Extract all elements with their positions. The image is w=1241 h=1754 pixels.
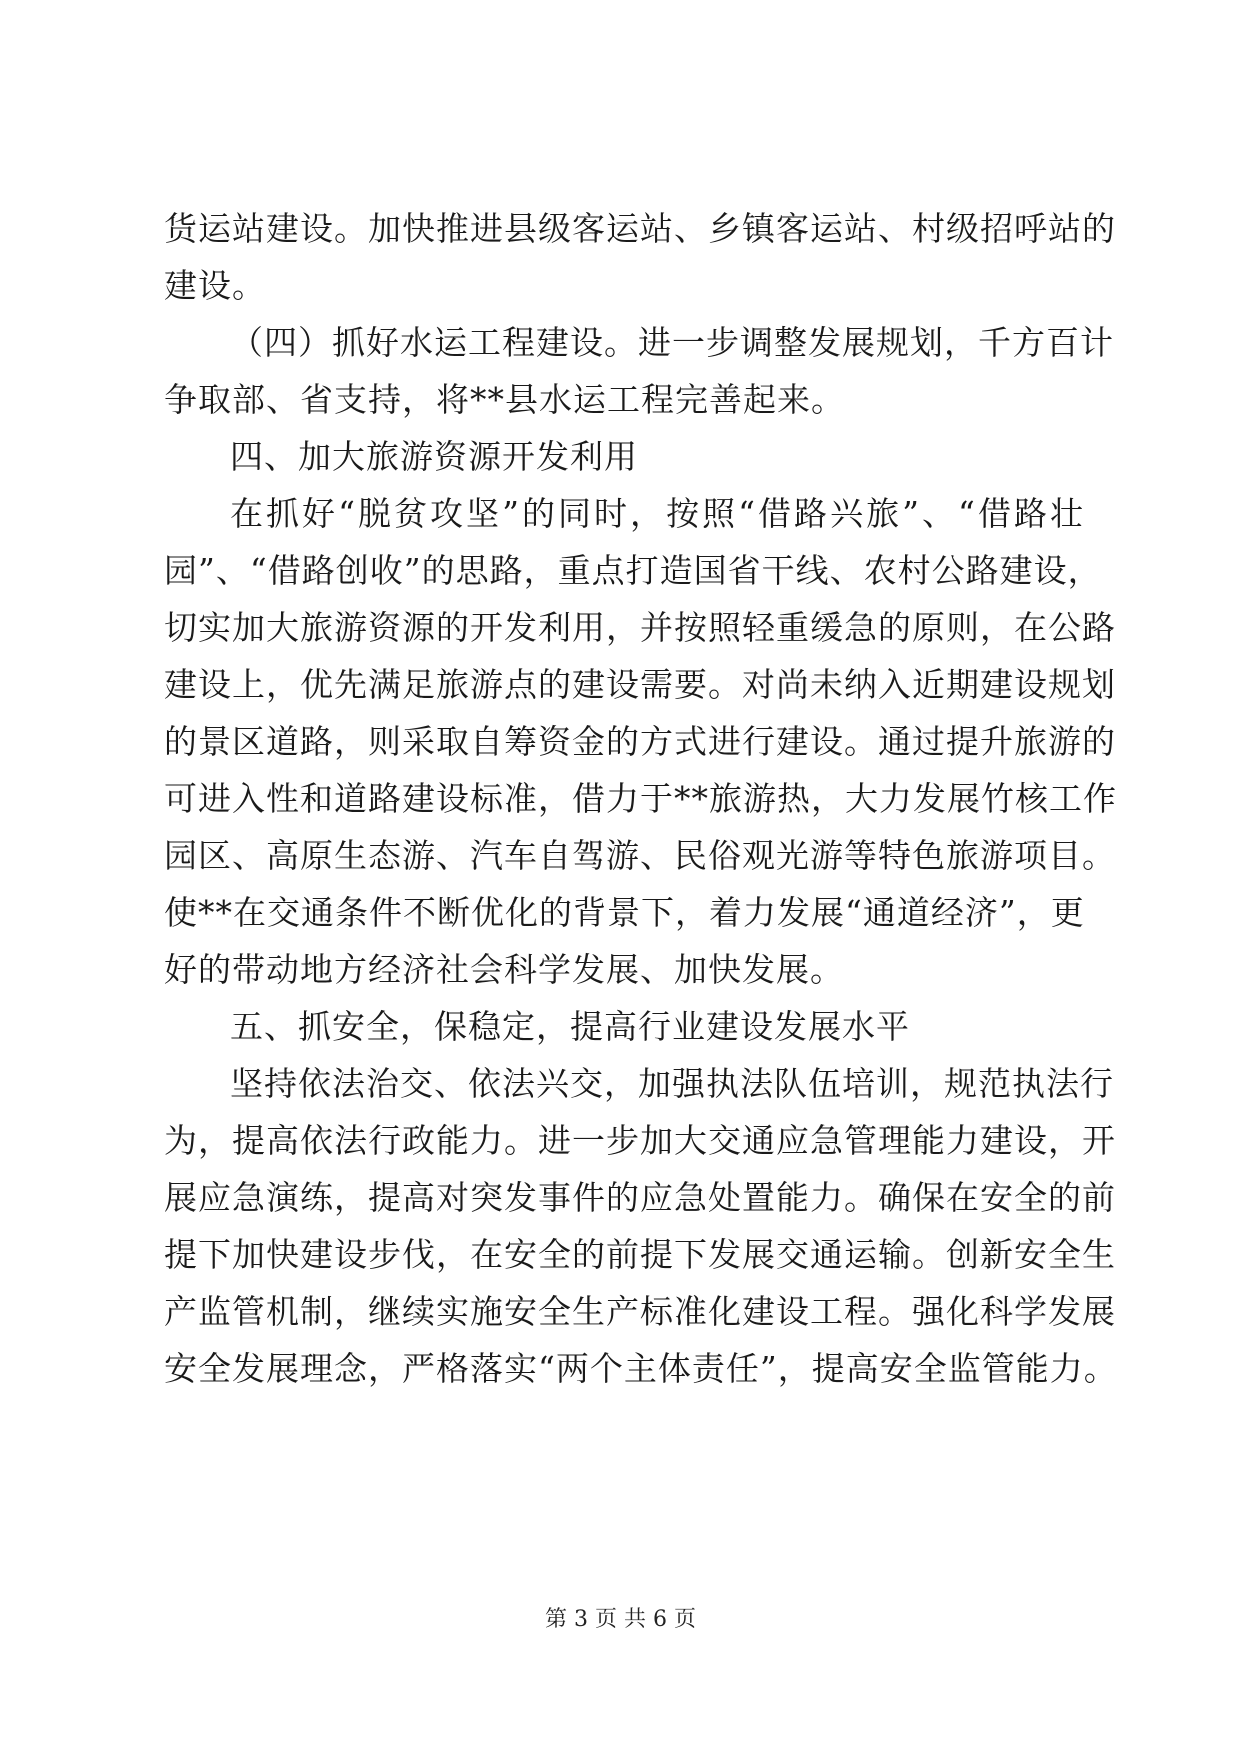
body-line: 园”、“借路创收”的思路，重点打造国省干线、农村公路建设，	[164, 551, 1102, 590]
body-line: 为，提高依法行政能力。进一步加大交通应急管理能力建设，开	[164, 1121, 1116, 1160]
section-heading: （四）抓好水运工程建设。进一步调整发展规划，千方百计	[230, 323, 1114, 362]
body-line: 好的带动地方经济社会科学发展、加快发展。	[164, 950, 844, 989]
body-line: 园区、高原生态游、汽车自驾游、民俗观光游等特色旅游项目。	[164, 836, 1116, 875]
section-heading: 五、抓安全，保稳定，提高行业建设发展水平	[230, 1007, 910, 1046]
section-heading: 四、加大旅游资源开发利用	[230, 437, 638, 476]
paragraph-first-line: 在抓好“脱贫攻坚”的同时，按照“借路兴旅”、“借路壮	[230, 494, 1084, 533]
body-line: 展应急演练，提高对突发事件的应急处置能力。确保在安全的前	[164, 1178, 1116, 1217]
body-line: 安全发展理念，严格落实“两个主体责任”，提高安全监管能力。	[164, 1349, 1118, 1388]
body-line: 货运站建设。加快推进县级客运站、乡镇客运站、村级招呼站的	[164, 209, 1116, 248]
body-line: 建设。	[164, 266, 266, 305]
body-line: 产监管机制，继续实施安全生产标准化建设工程。强化科学发展	[164, 1292, 1116, 1331]
paragraph-first-line: 坚持依法治交、依法兴交，加强执法队伍培训，规范执法行	[230, 1064, 1114, 1103]
body-line: 争取部、省支持，将**县水运工程完善起来。	[164, 380, 845, 419]
body-line: 使**在交通条件不断优化的背景下，着力发展“通道经济”，更	[164, 893, 1085, 932]
body-line: 提下加快建设步伐，在安全的前提下发展交通运输。创新安全生	[164, 1235, 1116, 1274]
body-line: 切实加大旅游资源的开发利用，并按照轻重缓急的原则，在公路	[164, 608, 1116, 647]
body-line: 可进入性和道路建设标准，借力于**旅游热，大力发展竹核工作	[164, 779, 1117, 818]
body-line: 的景区道路，则采取自筹资金的方式进行建设。通过提升旅游的	[164, 722, 1116, 761]
page-footer: 第 3 页 共 6 页	[545, 1607, 696, 1632]
body-line: 建设上，优先满足旅游点的建设需要。对尚未纳入近期建设规划	[164, 665, 1116, 704]
